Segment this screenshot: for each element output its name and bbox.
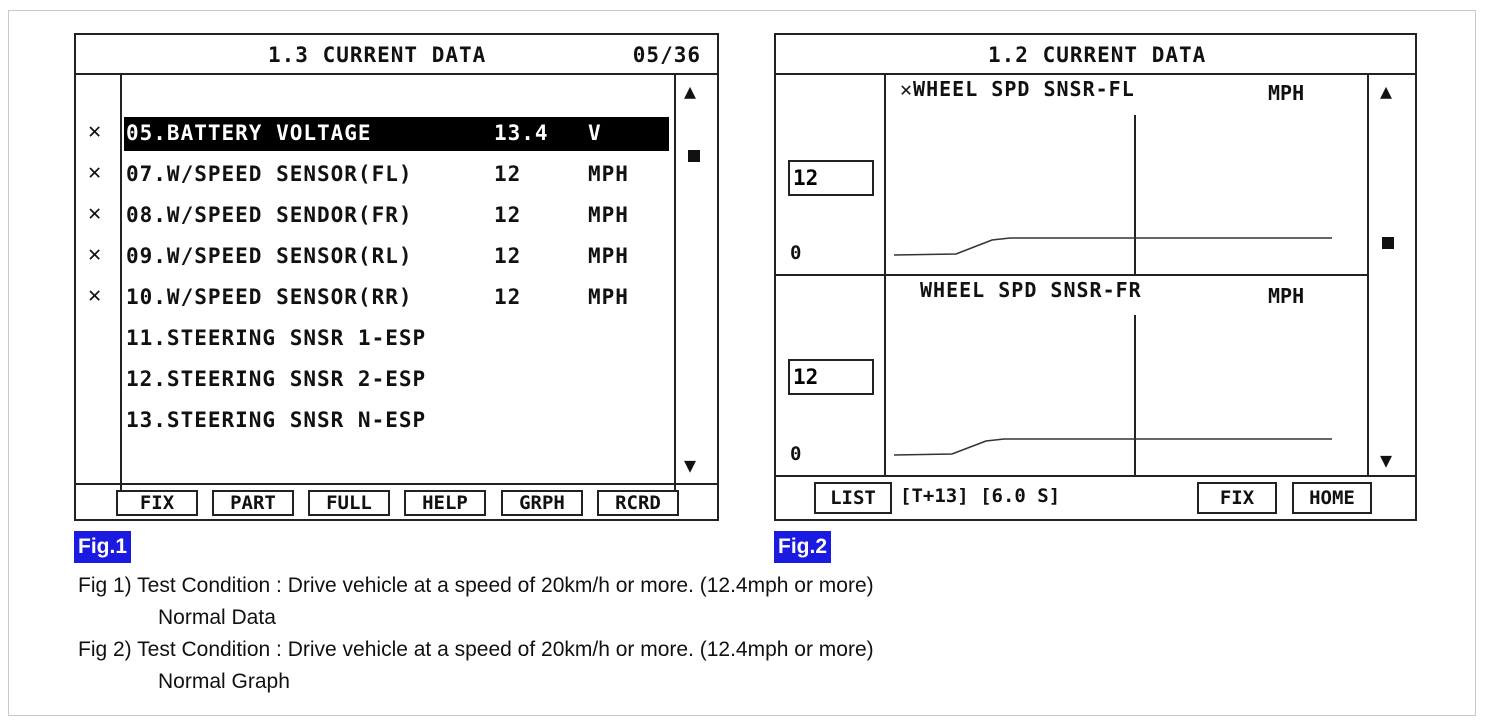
scrollbar-divider [1367,73,1369,475]
scroll-thumb[interactable] [688,150,700,162]
function-key-bar [76,483,717,519]
fix-button[interactable]: FIX [116,490,198,516]
fig1-label: Fig.1 [74,531,131,563]
selected-marker-icon: ✕ [88,283,102,308]
selected-marker-icon: ✕ [88,201,102,226]
caption-fig2-result: Normal Graph [158,670,290,693]
graph1-max-value: 12 [788,160,874,196]
item-unit: MPH [588,203,629,227]
fig2-label: Fig.2 [774,531,831,563]
data-list-item[interactable] [124,404,669,438]
item-name: 12.STEERING SNSR 2-ESP [126,367,427,391]
item-unit: MPH [588,285,629,309]
current-data-list-screen [74,33,719,521]
screen-header [76,35,717,75]
graph1-title: ✕WHEEL SPD SNSR-FL [900,77,1135,101]
time-info: [T+13] [6.0 S] [900,485,1061,507]
graph-button[interactable]: GRPH [501,490,583,516]
graph1-unit: MPH [1268,81,1305,105]
caption-fig1-condition: Fig 1) Test Condition : Drive vehicle at a speed of 20km/h or more. (12.4mph or more) [78,574,874,597]
graph2-min-value: 0 [790,443,802,465]
help-button[interactable]: HELP [404,490,486,516]
data-list-item[interactable] [124,158,669,192]
data-list-item[interactable] [124,281,669,315]
record-button[interactable]: RCRD [597,490,679,516]
item-name: 11.STEERING SNSR 1-ESP [126,326,427,350]
item-unit: V [588,121,602,145]
graph2-title: WHEEL SPD SNSR-FR [920,278,1142,302]
scroll-down-icon[interactable]: ▼ [684,453,697,477]
item-value: 12 [494,285,522,309]
data-list-item[interactable] [124,363,669,397]
marker-column-divider [120,73,122,511]
item-name: 07.W/SPEED SENSOR(FL) [126,162,413,186]
screen-title: 1.2 CURRENT DATA [988,43,1207,67]
item-value: 12 [494,162,522,186]
current-data-graph-screen [774,33,1417,521]
page-indicator: 05/36 [632,43,701,67]
scroll-down-icon[interactable]: ▼ [1380,448,1393,472]
data-list-item[interactable] [124,240,669,274]
screen-header [776,35,1415,75]
scroll-up-icon[interactable]: ▲ [1380,79,1393,103]
graph2-plot [886,305,1367,475]
scroll-up-icon[interactable]: ▲ [684,79,697,103]
part-button[interactable]: PART [212,490,294,516]
selected-marker-icon: ✕ [88,242,102,267]
graph2-unit: MPH [1268,284,1305,308]
item-name: 09.W/SPEED SENSOR(RL) [126,244,413,268]
home-button[interactable]: HOME [1292,482,1372,514]
graph1-min-value: 0 [790,242,802,264]
graph1-plot [886,105,1367,274]
list-button[interactable]: LIST [814,482,892,514]
selected-marker-icon: ✕ [88,160,102,185]
caption-fig1-result: Normal Data [158,606,276,629]
data-list-item[interactable] [124,117,669,151]
item-name: 10.W/SPEED SENSOR(RR) [126,285,413,309]
item-value: 12 [494,203,522,227]
scrollbar-divider [674,73,676,511]
graph2-trace [894,439,1332,455]
footer-divider [776,475,1415,477]
graph1-trace [894,238,1332,255]
item-unit: MPH [588,244,629,268]
graph-divider [776,274,1367,276]
fix-button[interactable]: FIX [1197,482,1277,514]
item-name: 08.W/SPEED SENDOR(FR) [126,203,413,227]
item-value: 13.4 [494,121,549,145]
screen-title: 1.3 CURRENT DATA [268,43,487,67]
graph2-max-value: 12 [788,359,874,395]
item-unit: MPH [588,162,629,186]
item-name: 13.STEERING SNSR N-ESP [126,408,427,432]
data-list-item[interactable] [124,199,669,233]
caption-fig2-condition: Fig 2) Test Condition : Drive vehicle at a speed of 20km/h or more. (12.4mph or more) [78,638,874,661]
item-name: 05.BATTERY VOLTAGE [126,121,372,145]
full-button[interactable]: FULL [308,490,390,516]
scroll-thumb[interactable] [1382,237,1394,249]
data-list-item[interactable] [124,322,669,356]
item-value: 12 [494,244,522,268]
selected-marker-icon: ✕ [88,119,102,144]
